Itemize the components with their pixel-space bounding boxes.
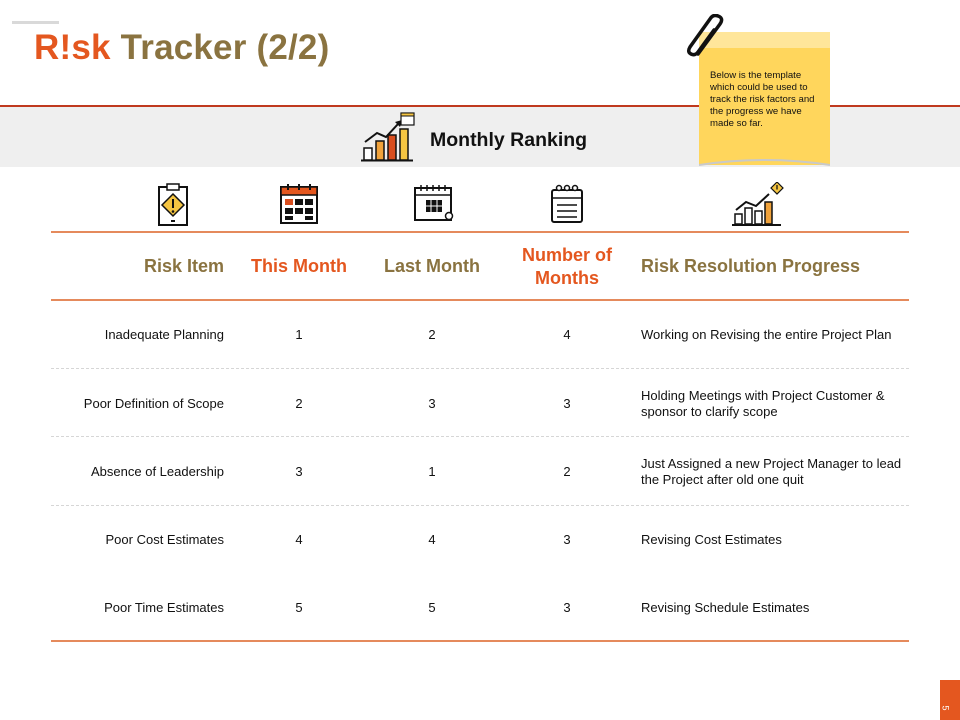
ranking-chart-icon [361, 111, 417, 163]
cell-this-month: 3 [295, 464, 303, 479]
header-risk-resolution: Risk Resolution Progress [641, 256, 861, 276]
cell-number-of-months: 3 [563, 396, 571, 411]
table-header-rule [51, 299, 909, 301]
header-this-month: This Month [251, 256, 347, 276]
paperclip-icon [684, 14, 730, 62]
cell-last-month: 3 [428, 396, 436, 411]
cell-risk-item: Inadequate Planning [104, 327, 224, 342]
cell-number-of-months: 2 [563, 464, 571, 479]
cell-resolution-progress: Just Assigned a new Project Manager to lead the Project after old one quit [641, 456, 902, 487]
cell-this-month: 2 [295, 396, 303, 411]
progress-chart-icon [731, 182, 785, 228]
cell-last-month: 2 [428, 327, 436, 342]
cell-risk-item: Poor Cost Estimates [105, 532, 224, 547]
cell-last-month: 1 [428, 464, 436, 479]
header-number-of-months: Number of Months [522, 245, 612, 288]
warning-clipboard-icon [156, 182, 190, 228]
table-row [0, 520, 960, 560]
cell-number-of-months: 3 [563, 532, 571, 547]
schedule-icon [549, 182, 585, 228]
cell-resolution-progress: Revising Schedule Estimates [641, 600, 810, 615]
cell-risk-item: Poor Time Estimates [104, 600, 224, 615]
cell-number-of-months: 3 [563, 600, 571, 615]
title-accent-bar [12, 21, 59, 24]
header-risk-item: Risk Item [143, 256, 224, 276]
table-top-rule [51, 231, 909, 233]
section-label: Monthly Ranking [430, 129, 588, 151]
table-row [0, 452, 960, 492]
table-row [0, 315, 960, 355]
page-number-badge [940, 680, 960, 720]
cell-this-month: 5 [295, 600, 303, 615]
title-main-text: Tracker (2/2) [110, 28, 330, 67]
calendar-icon [279, 182, 319, 228]
row-divider [51, 436, 909, 437]
cell-risk-item: Absence of Leadership [91, 464, 224, 479]
cell-last-month: 5 [428, 600, 436, 615]
sticky-note-curl [699, 157, 830, 169]
title-accent-text: R!sk [34, 28, 111, 67]
cell-risk-item: Poor Definition of Scope [83, 396, 224, 411]
header-last-month: Last Month [384, 256, 480, 276]
cell-number-of-months: 4 [563, 327, 571, 342]
cell-resolution-progress: Working on Revising the entire Project Plan [641, 327, 892, 342]
row-divider [51, 505, 909, 506]
row-divider [51, 368, 909, 369]
table-row [0, 384, 960, 424]
cell-resolution-progress: Holding Meetings with Project Customer & sponsor to clarify scope [641, 388, 885, 419]
monthly-calendar-icon [413, 182, 455, 228]
cell-this-month: 1 [295, 327, 303, 342]
cell-this-month: 4 [295, 532, 303, 547]
table-bottom-rule [51, 640, 909, 642]
table-row [0, 588, 960, 628]
cell-last-month: 4 [428, 532, 436, 547]
page-number: 5 [940, 705, 951, 711]
page-title [34, 28, 329, 68]
sticky-note-text: Below is the template which could be used to track the risk factors and the progress we have made so far. [710, 70, 815, 129]
cell-resolution-progress: Revising Cost Estimates [641, 532, 782, 547]
